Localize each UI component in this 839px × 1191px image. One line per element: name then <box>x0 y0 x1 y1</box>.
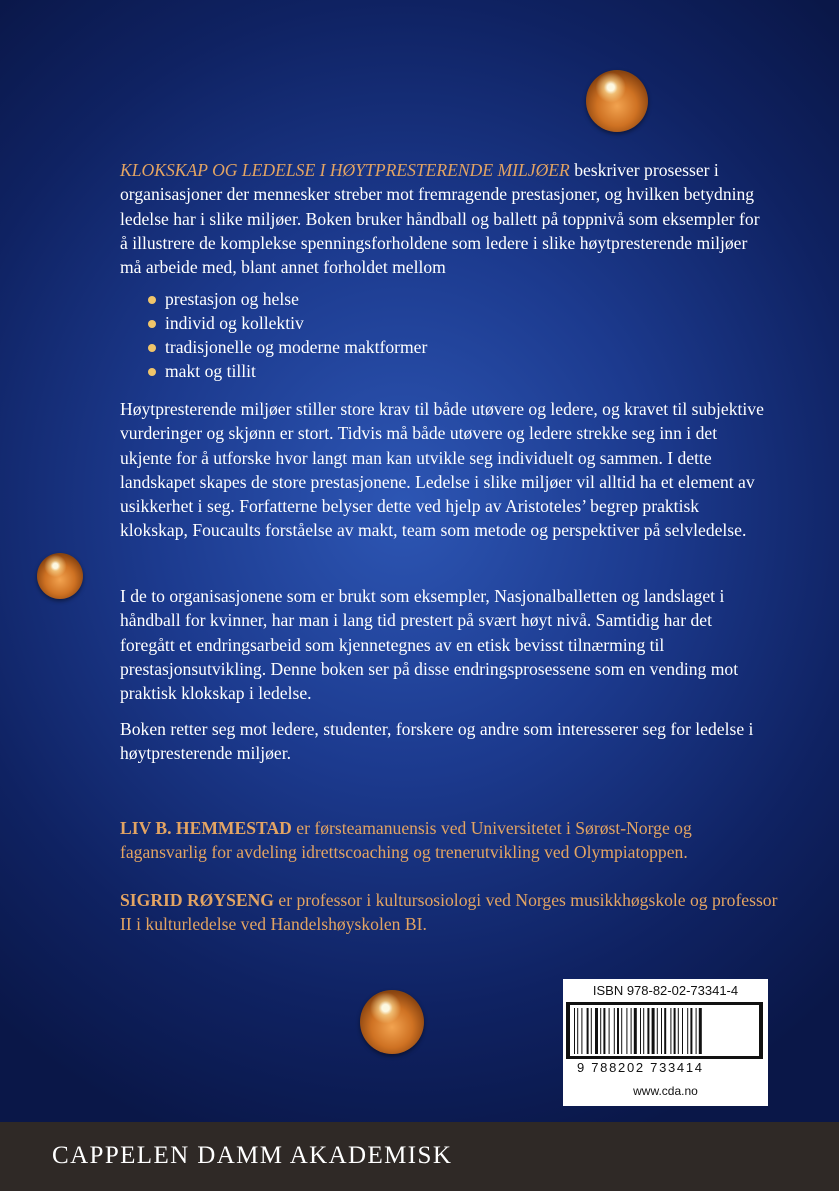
author-name: LIV B. HEMMESTAD <box>120 818 292 838</box>
barcode-frame <box>566 1002 763 1075</box>
isbn-label: ISBN 978-82-02-73341-4 <box>592 983 739 998</box>
publisher-footer <box>0 1122 839 1191</box>
list-item: individ og kollektiv <box>136 311 427 335</box>
author-name: SIGRID RØYSENG <box>120 890 274 910</box>
bullet-icon <box>148 296 156 304</box>
author-bio-text: er førsteamanuensis ved Universitetet i Sørøst-Norge og fagansvarlig for avdeling idrettscoaching og trenerutvikling ved Olympiatoppen. <box>120 818 692 863</box>
book-title: KLOKSKAP OG LEDELSE I HØYTPRESTERENDE MILJØER <box>120 160 570 180</box>
author-bio <box>120 888 780 937</box>
barcode-icon <box>566 1002 763 1059</box>
publisher-url: www.cda.no <box>633 1084 698 1098</box>
tension-list <box>136 287 427 383</box>
barcode-digits: 9 788202 733414 <box>577 1060 704 1075</box>
intro-text: beskriver prosesser i organisasjoner der mennesker streber mot fremragende prestasjoner, og hvilken betydning ledelse har i slike miljøer. Boken bruker håndball og ballett på toppnivå som eksempler for å illustrere de komplekse spenningsforholdene som ledere i slike høytpresterende miljøer må arbeide med, blant annet forholdet mellom <box>120 160 760 278</box>
list-item: prestasjon og helse <box>136 287 427 311</box>
bullet-icon <box>148 344 156 352</box>
body-paragraph: Høytpresterende miljøer stiller store krav til både utøvere og ledere, og kravet til subjektive vurderinger og skjønn er stort. Tidvis må både utøvere og ledere strekke seg inn i det ukjente for å utforske hvor langt man kan utvikle seg individuelt og sammen. I dette landskapet skapes de store prestasjonene. Ledelse i slike miljøer vil alltid ha et element av usikkerhet i seg. Forfatterne belyser dette ved hjelp av Aristoteles’ begrep praktisk klokskap, Foucaults forståelse av makt, team som metode og perspektiver på selvledelse. <box>120 399 764 541</box>
publisher-name: CAPPELEN DAMM AKADEMISK <box>52 1142 453 1169</box>
bullet-icon <box>148 368 156 376</box>
intro-paragraph <box>120 158 765 279</box>
bullet-icon <box>148 320 156 328</box>
list-item: makt og tillit <box>136 359 427 383</box>
list-item: tradisjonelle og moderne maktformer <box>136 335 427 359</box>
golden-ball-decoration <box>37 553 83 599</box>
body-paragraph: I de to organisasjonene som er brukt som eksempler, Nasjonalballetten og landslaget i håndball for kvinner, har man i lang tid prestert på svært høyt nivå. Samtidig har det foregått et endringsarbeid som kjennetegnes av en etisk bevisst tilnærming til prestasjonsutvikling. Denne boken ser på disse endringsprosessene som en vending mot praktisk klokskap i ledelse. <box>120 586 739 704</box>
golden-ball-decoration <box>586 70 648 132</box>
author-bio <box>120 816 780 865</box>
barcode-panel <box>563 979 768 1106</box>
golden-ball-decoration <box>360 990 424 1054</box>
body-paragraph: Boken retter seg mot ledere, studenter, forskere og andre som interesserer seg for ledelse i høytpresterende miljøer. <box>120 719 754 764</box>
author-bio-text: er professor i kultursosiologi ved Norges musikkhøgskole og professor II i kulturledelse ved Handelshøyskolen BI. <box>120 890 778 935</box>
